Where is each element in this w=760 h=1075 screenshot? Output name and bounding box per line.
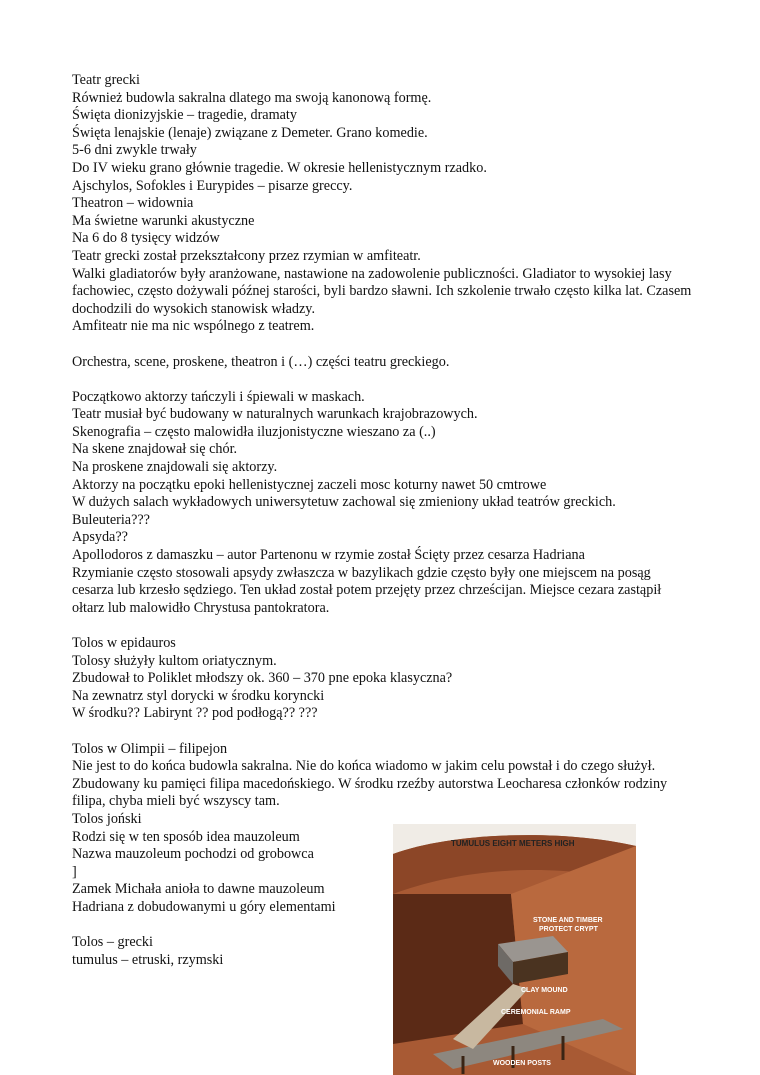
- text-line: Tolos joński: [72, 810, 142, 827]
- text-line: Na zewnatrz styl dorycki w środku koryncki: [72, 687, 325, 704]
- ceremonial-ramp-label: CEREMONIAL RAMP: [501, 1009, 571, 1016]
- figure-title-label: TUMULUS EIGHT METERS HIGH: [451, 839, 575, 848]
- text-line: Aktorzy na początku epoki hellenistycznej zaczeli mosc koturny nawet 50 cmtrowe: [72, 476, 547, 493]
- text-line: Apollodoros z damaszku – autor Partenonu w rzymie został Ścięty przez cesarza Hadriana: [72, 547, 585, 564]
- text-line: ]: [72, 863, 77, 880]
- blank-line: [72, 723, 692, 741]
- text-paragraph: Zbudowany ku pamięci filipa macedońskiego. W środku rzeźby autorstwa Leocharesa członków rodziny filipa, chyba mieli być wszyscy tam.: [72, 775, 668, 810]
- heading-tolos-olimpia: Tolos w Olimpii – filipejon: [72, 740, 228, 757]
- heading-tolos-epidauros: Tolos w epidauros: [72, 635, 176, 651]
- text-paragraph: Walki gladiatorów były aranżowane, nastawione na zadowolenie publiczności. Gladiator to wysokiej lasy fachowiec, często dożywali późnej starości, byli bardzo sławni. Ich szkolenie trwało często kilka lat. Czasem dochodzili do wysokich stanowisk władzy.: [72, 265, 692, 317]
- crypt-label-line1: STONE AND TIMBER: [533, 917, 603, 924]
- text-line: Zamek Michała anioła to dawne mauzoleum: [72, 881, 325, 898]
- text-line: Święta dionizyjskie – tragedie, dramaty: [72, 107, 297, 124]
- text-line: Tolosy służyły kultom oriatycznym.: [72, 652, 277, 669]
- text-line: Ma świetne warunki akustyczne: [72, 212, 255, 229]
- text-line: Również budowla sakralna dlatego ma swoją kanonową formę.: [72, 89, 432, 106]
- text-line: Zbudował to Poliklet młodszy ok. 360 – 370 pne epoka klasyczna?: [72, 670, 453, 687]
- text-line: Tolos – grecki: [72, 934, 153, 951]
- tumulus-diagram: [393, 824, 636, 1075]
- text-line: Teatr grecki został przekształcony przez rzymian w amfiteatr.: [72, 247, 421, 264]
- text-line: tumulus – etruski, rzymski: [72, 951, 224, 968]
- text-line: W dużych salach wykładowych uniwersytetuw zachowal się zmieniony układ teatrów greckich.: [72, 494, 616, 511]
- text-line: W środku?? Labirynt ?? pod podłogą?? ???: [72, 705, 318, 722]
- blank-line: [72, 336, 692, 354]
- text-line: Na proskene znajdowali się aktorzy.: [72, 459, 278, 476]
- wooden-posts-label: WOODEN POSTS: [493, 1060, 551, 1067]
- heading-teatr-grecki: Teatr grecki: [72, 72, 140, 88]
- crypt-label-line2: PROTECT CRYPT: [539, 926, 598, 933]
- text-line: Na 6 do 8 tysięcy widzów: [72, 230, 220, 247]
- text-line: Rodzi się w ten sposób idea mauzoleum: [72, 828, 300, 845]
- clay-mound-label: CLAY MOUND: [521, 987, 568, 994]
- text-line: Buleuteria???: [72, 511, 150, 528]
- text-line: 5-6 dni zwykle trwały: [72, 142, 197, 159]
- text-line: Nazwa mauzoleum pochodzi od grobowca: [72, 846, 314, 863]
- text-line: Skenografia – często malowidła iluzjonistyczne wieszano za (..): [72, 423, 436, 440]
- tumulus-illustration: [393, 824, 636, 1075]
- text-paragraph: Nie jest to do końca budowla sakralna. Nie do końca wiadomo w jakim celu powstał i do czego służył.: [72, 758, 656, 775]
- blank-line: [72, 617, 692, 635]
- text-line: Na skene znajdował się chór.: [72, 441, 238, 458]
- text-line: Teatr musiał być budowany w naturalnych warunkach krajobrazowych.: [72, 406, 478, 423]
- blank-line: [72, 371, 692, 389]
- text-line: Amfiteatr nie ma nic wspólnego z teatrem.: [72, 318, 315, 335]
- text-line: Apsyda??: [72, 529, 128, 546]
- text-line: Ajschylos, Sofokles i Eurypides – pisarze greccy.: [72, 177, 353, 194]
- text-paragraph: Rzymianie często stosowali apsydy zwłaszcza w bazylikach gdzie często były one miejscem na posąg cesarza lub krzesło sędziego. Ten układ został potem przejęty przez chrześcijan. Miejsce cezara zastąpił ołtarz lub malowidło Chrystusa pantokratora.: [72, 564, 662, 616]
- text-line: Hadriana z dobudowanymi u góry elementami: [72, 898, 336, 915]
- text-line: Święta lenajskie (lenaje) związane z Demeter. Grano komedie.: [72, 124, 428, 141]
- text-line: Theatron – widownia: [72, 195, 194, 212]
- text-line: Orchestra, scene, proskene, theatron i (…) części teatru greckiego.: [72, 353, 450, 370]
- text-line: Początkowo aktorzy tańczyli i śpiewali w maskach.: [72, 388, 365, 405]
- text-line: Do IV wieku grano głównie tragedie. W okresie hellenistycznym rzadko.: [72, 159, 487, 176]
